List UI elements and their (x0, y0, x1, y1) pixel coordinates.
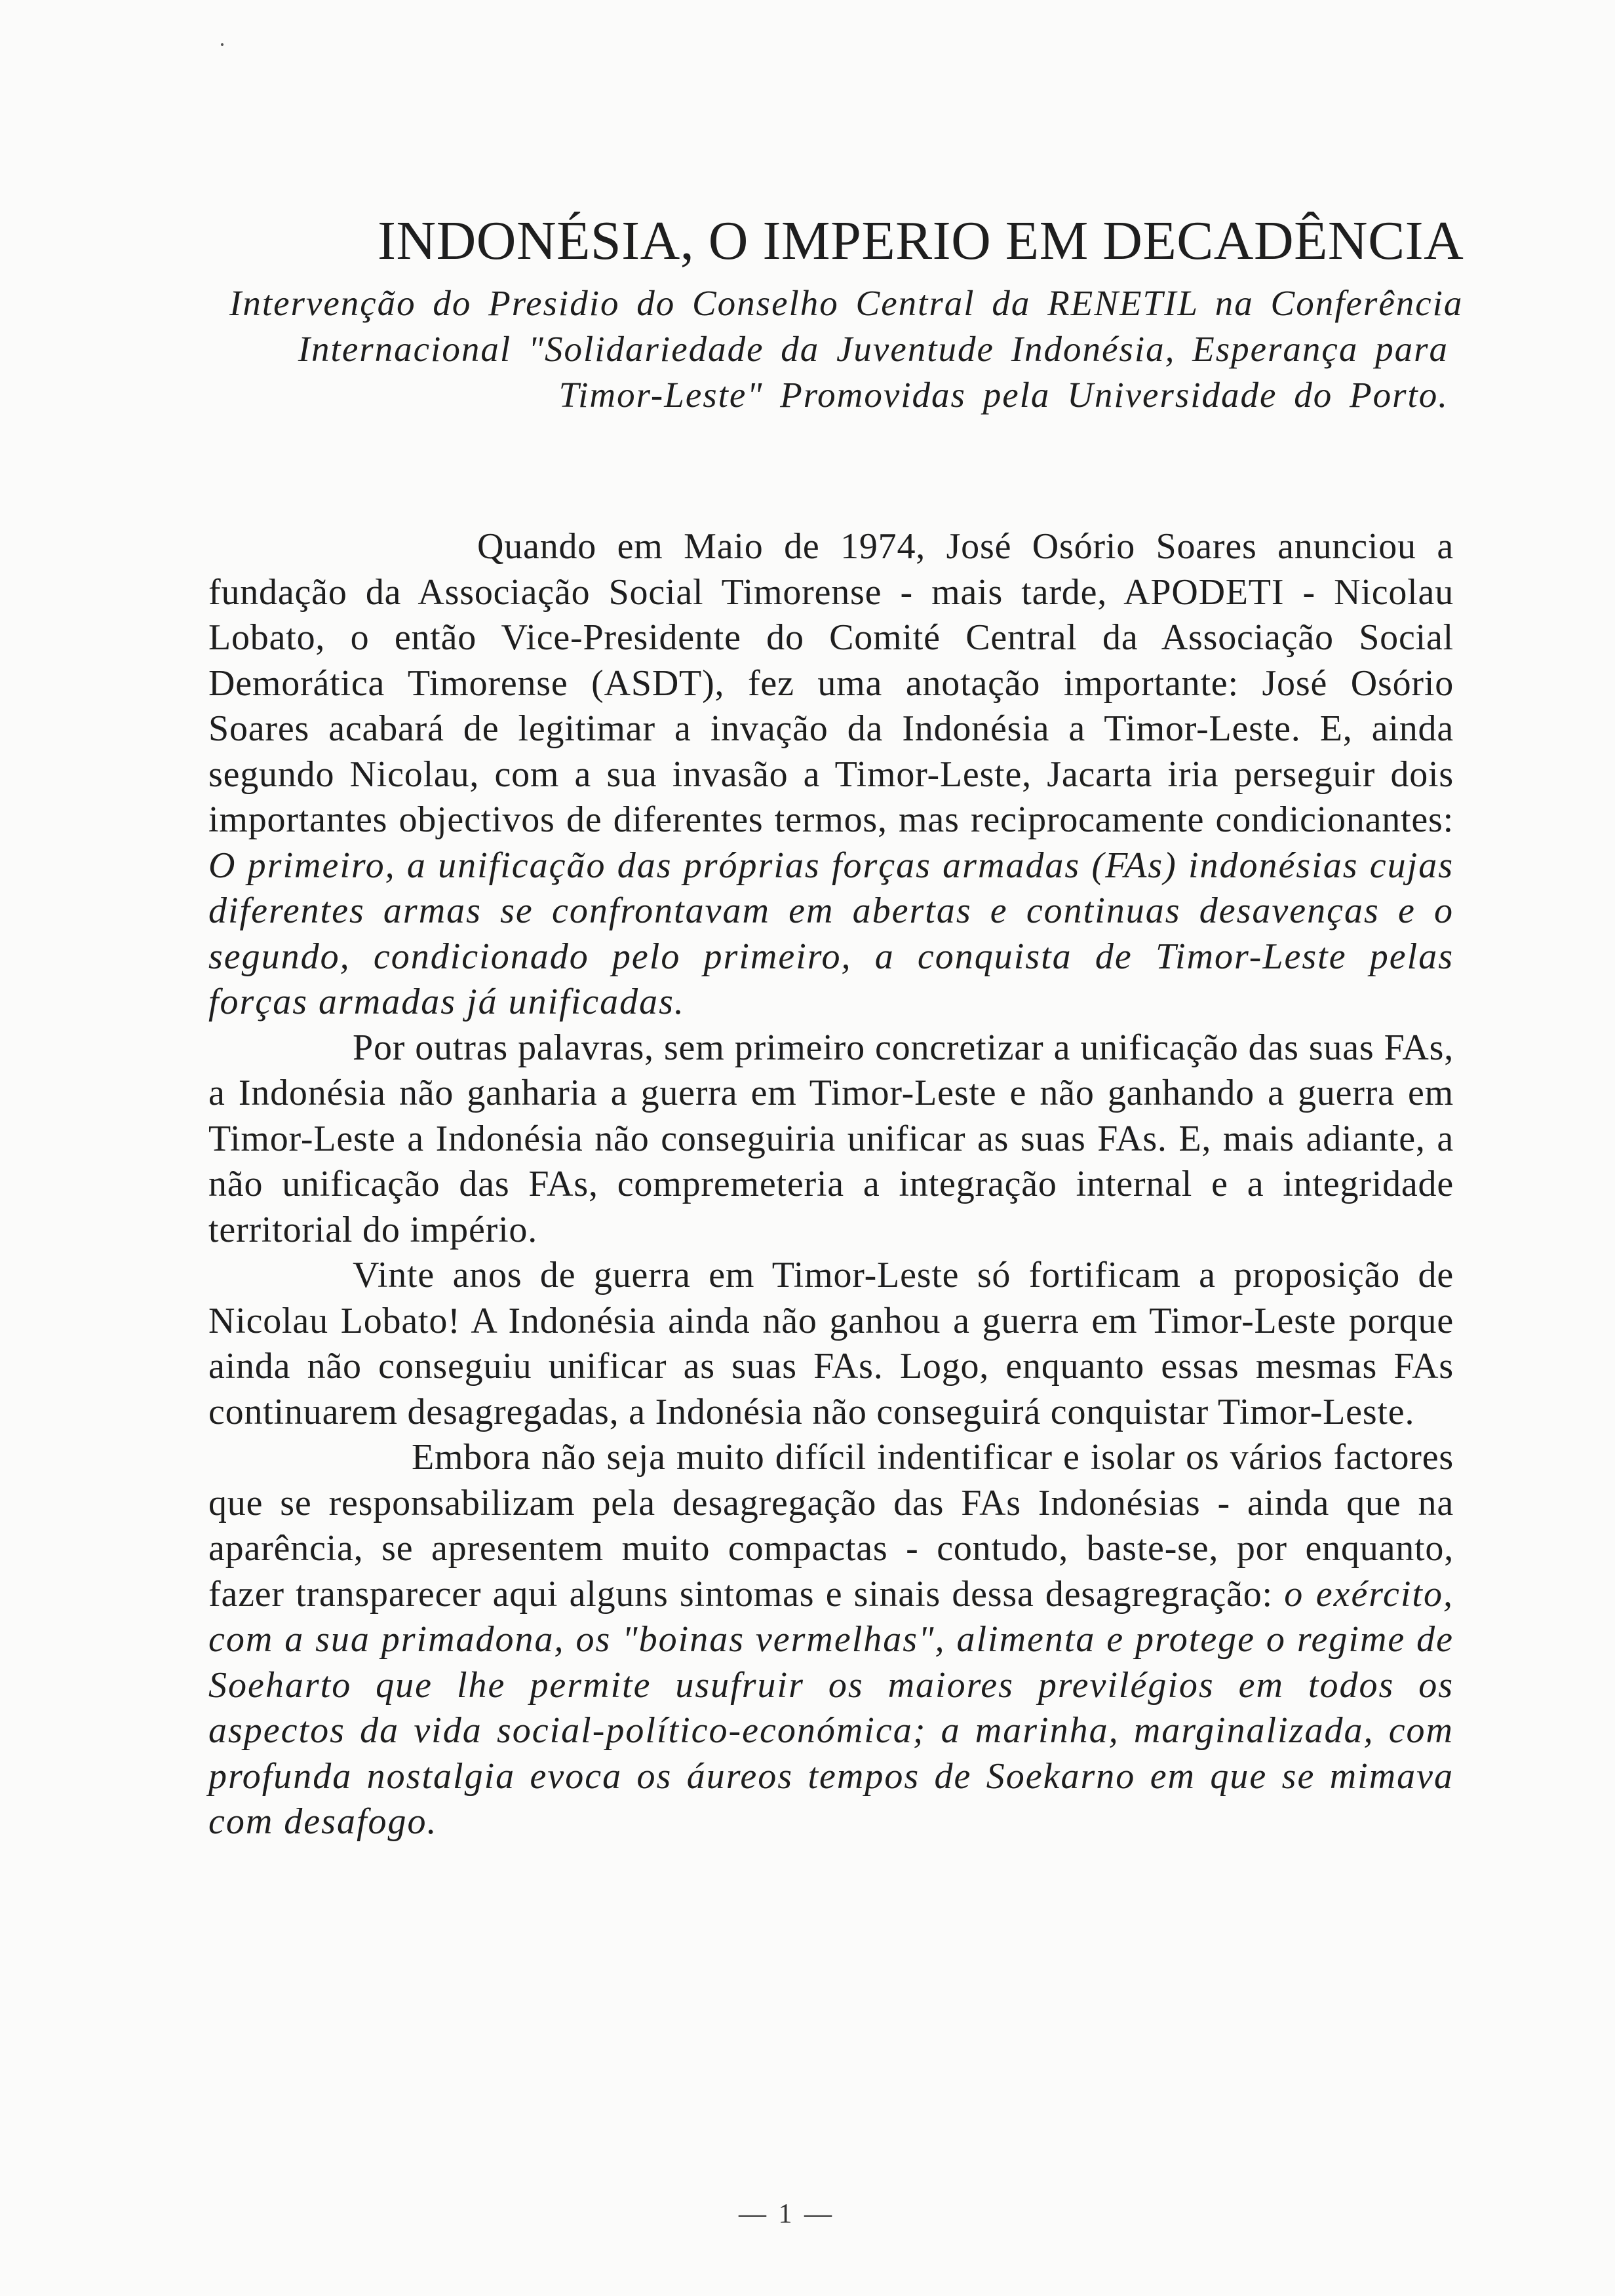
paragraph-text: Vinte anos de guerra em Timor-Leste só fortificam a proposição de Nicolau Lobato! A Indonésia ainda não ganhou a guerra em Timor-Leste porque ainda não conseguiu unificar as suas FAs. Logo, enquanto essas mesmas FAs continuarem desagregadas, a Indonésia não conseguirá conquistar Timor-Leste. (208, 1255, 1454, 1432)
document-title: INDONÉSIA, O IMPERIO EM DECADÊNCIA (378, 210, 1464, 271)
paragraph-italic-text: o exército, com a sua primadona, os "boinas vermelhas", alimenta e protege o regime de Soeharto que lhe permite usufruir os maiores previlégios em todos os aspectos da vida social-político-económica; a marinha, marginalizada, com profunda nostalgia evoca os áureos tempos de Soekarno em que se mimava com desafogo. (208, 1573, 1454, 1842)
page-number: — 1 — (739, 2199, 834, 2229)
paragraph (208, 1253, 1454, 1435)
paragraph-text: Por outras palavras, sem primeiro concretizar a unificação das suas FAs, a Indonésia não ganharia a guerra em Timor-Leste e não ganhando a guerra em Timor-Leste a Indonésia não conseguiria unificar as suas FAs. E, mais adiante, a não unificação das FAs, compremeteria a integração internal e a integridade territorial do império. (208, 1027, 1454, 1250)
subtitle-line: Timor-Leste" Promovidas pela Universidade do Porto. (558, 375, 1449, 415)
paragraph (208, 524, 1454, 1025)
subtitle-line: Internacional "Solidariedade da Juventude Indonésia, Esperança para (298, 329, 1449, 369)
paragraph-italic-text: O primeiro, a unificação das próprias forças armadas (FAs) indonésias cujas diferentes armas se confrontavam em abertas e continuas desavenças e o segundo, condicionado pelo primeiro, a conquista de Timor-Leste pelas forças armadas já unificadas. (208, 845, 1454, 1022)
document-body (208, 524, 1454, 1845)
scan-speck (221, 43, 224, 46)
paragraph-text: Embora não seja muito difícil indentificar e isolar os vários factores que se responsabilizam pela desagregação das FAs Indonésias - ainda que na aparência, se apresentem muito compactas - contudo, baste-se, por enquanto, fazer transparecer aqui alguns sintomas e sinais dessa desagregração: (208, 1437, 1454, 1615)
paragraph (208, 1025, 1454, 1253)
document-subtitle (229, 280, 1464, 418)
paragraph (208, 1435, 1454, 1845)
subtitle-line: Intervenção do Presidio do Conselho Central da RENETIL na Conferência (229, 283, 1464, 323)
paragraph-text: Quando em Maio de 1974, José Osório Soares anunciou a fundação da Associação Social Timorense - mais tarde, APODETI - Nicolau Lobato, o então Vice-Presidente do Comité Central da Associação Social Demorática Timorense (ASDT), fez uma anotação importante: José Osório Soares acabará de legitimar a invação da Indonésia a Timor-Leste. E, ainda segundo Nicolau, com a sua invasão a Timor-Leste, Jacarta iria perseguir dois importantes objectivos de diferentes termos, mas reciprocamente condicionantes: (208, 526, 1454, 840)
